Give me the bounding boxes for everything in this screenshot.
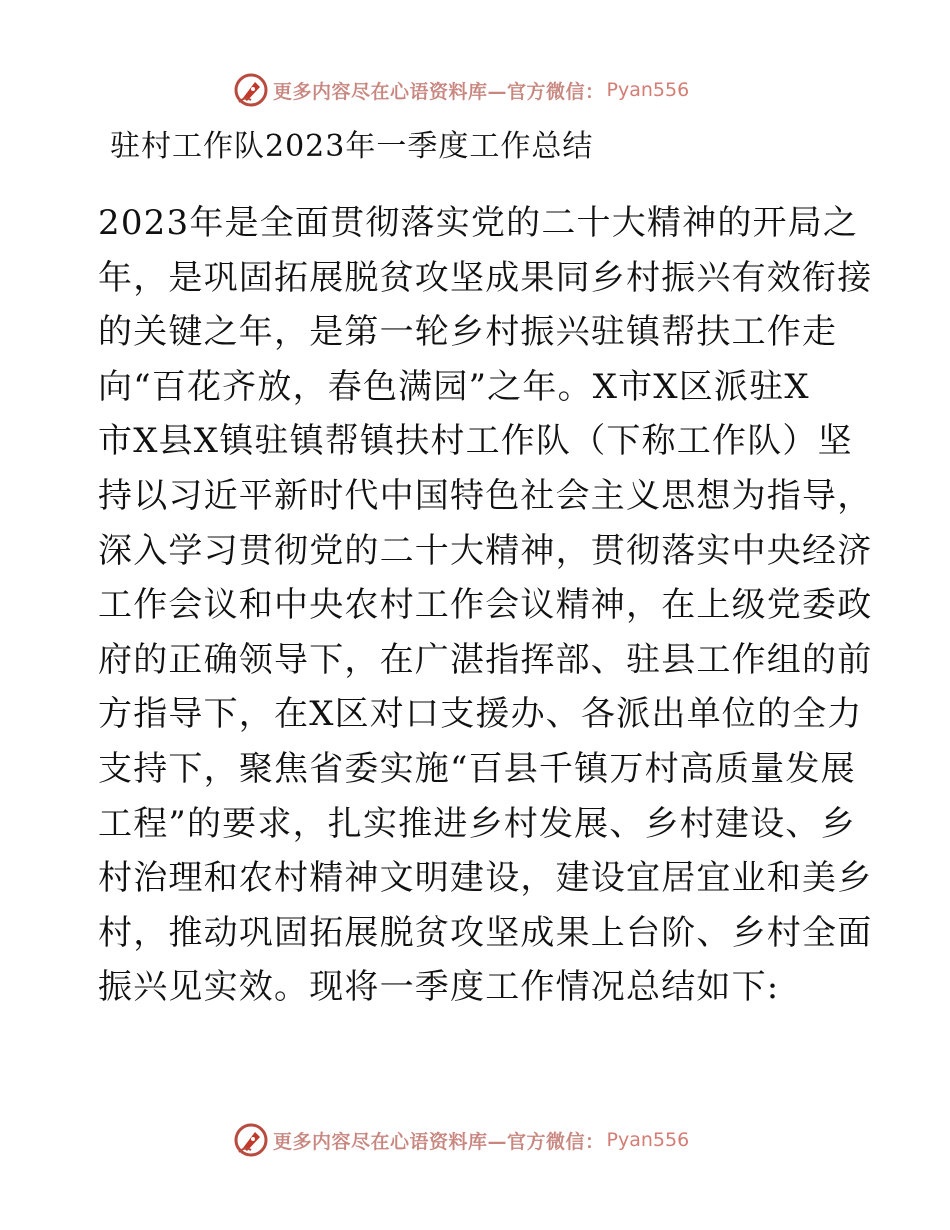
body-line: 村，推动巩固拓展脱贫攻坚成果上台阶、乡村全面: [98, 912, 873, 953]
watermark-handle: Pyan556: [606, 1129, 690, 1151]
pen-nib-logo-icon: [233, 72, 269, 108]
body-line: 2023年是全面贯彻落实党的二十大精神的开局之: [98, 203, 859, 243]
body-line: 深入学习贯彻党的二十大精神，贯彻落实中央经济: [98, 530, 873, 571]
body-line: 工程”的要求，扎实推进乡村发展、乡村建设、乡: [98, 803, 856, 844]
watermark-handle: Pyan556: [606, 79, 690, 101]
body-line: 年，是巩固拓展脱贫攻坚成果同乡村振兴有效衔接: [98, 257, 873, 298]
body-line: 支持下，聚焦省委实施“百县千镇万村高质量发展: [98, 748, 856, 789]
watermark-text: 更多内容尽在心语资料库—官方微信：: [273, 1130, 605, 1153]
body-line: 振兴见实效。现将一季度工作情况总结如下:: [98, 967, 780, 1008]
body-line: 市X县X镇驻镇帮镇扶村工作队（下称工作队）坚: [98, 421, 853, 462]
body-line: 村治理和农村精神文明建设，建设宜居宜业和美乡: [98, 858, 873, 899]
watermark-footer: [233, 1122, 689, 1158]
body-line: 府的正确领导下，在广湛指挥部、驻县工作组的前: [98, 639, 873, 680]
document-title: 驻村工作队2023年一季度工作总结: [110, 129, 594, 164]
body-line: 工作会议和中央农村工作会议精神，在上级党委政: [98, 585, 873, 626]
body-line: 的关键之年，是第一轮乡村振兴驻镇帮扶工作走: [98, 312, 838, 353]
body-line: 持以习近平新时代中国特色社会主义思想为指导，: [98, 475, 873, 516]
document-body: [98, 196, 873, 1015]
watermark-header: [233, 72, 689, 108]
body-line: 向“百花齐放，春色满园”之年。X市X区派驻X: [98, 366, 810, 407]
watermark-text: 更多内容尽在心语资料库—官方微信：: [273, 80, 605, 103]
pen-nib-logo-icon: [233, 1122, 269, 1158]
body-line: 方指导下，在X区对口支援办、各派出单位的全力: [98, 694, 863, 735]
